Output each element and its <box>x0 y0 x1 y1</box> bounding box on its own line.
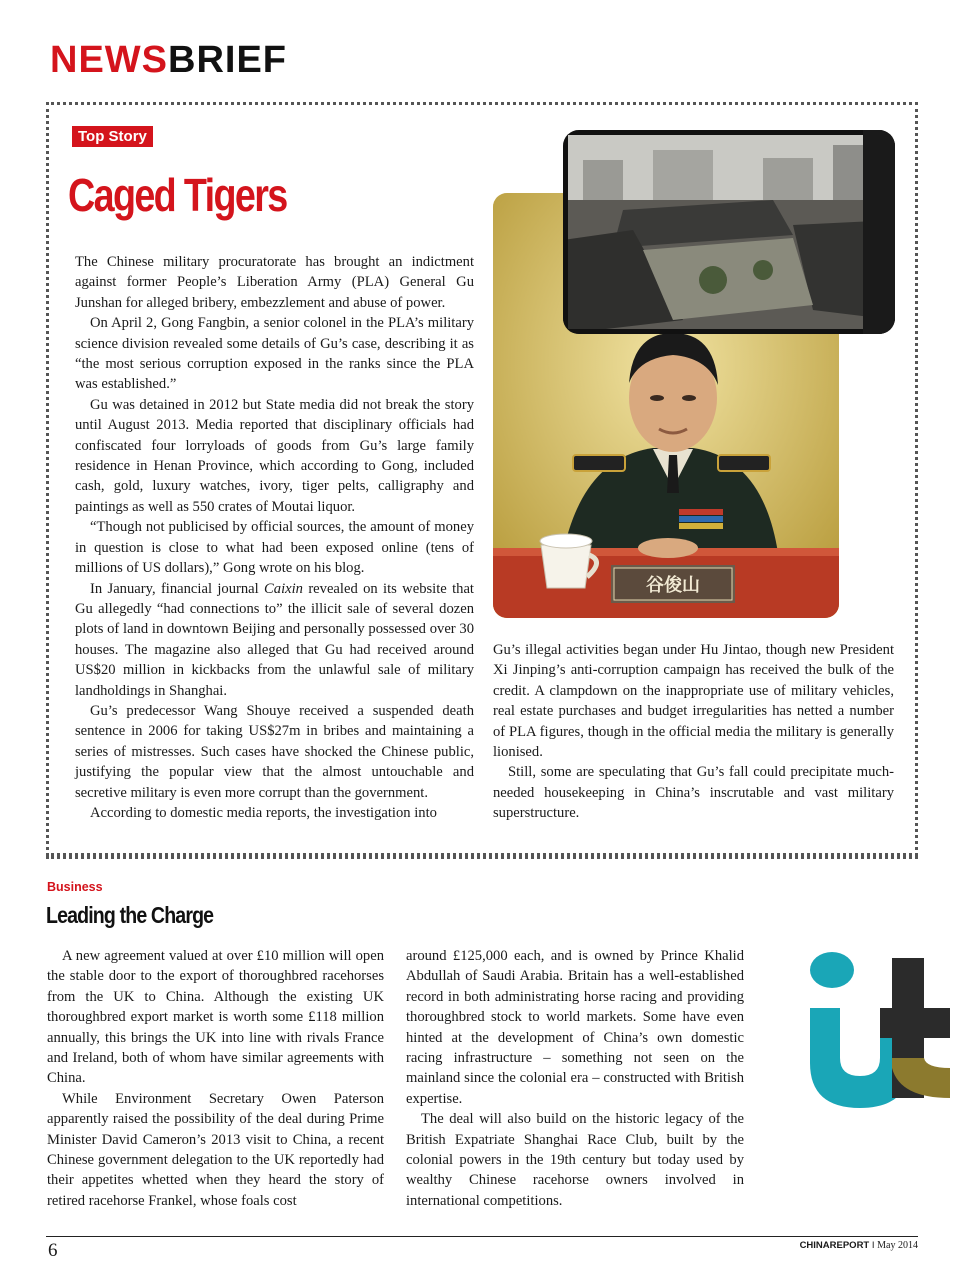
paragraph: While Environment Secretary Owen Paterson apparently raised the possibility of the deal during Prime Minister David Cameron’s 2013 visit to China, a recent Chinese government delegation to the UK reportedly had their appetites whetted when they heard the story of retired racehorse Frankel, whose foals cost <box>47 1090 384 1209</box>
footer-rule <box>46 1236 918 1237</box>
publication-title: CHINAREPORT <box>799 1240 870 1251</box>
courtyard-illustration <box>563 130 895 334</box>
footer-publication <box>800 1240 918 1251</box>
business-column-2 <box>406 946 744 1211</box>
paragraph: According to domestic media reports, the investigation into <box>90 804 437 821</box>
paragraph: On April 2, Gong Fangbin, a senior colonel in the PLA’s military science division revealed some details of Gu’s case, describing it as “the most serious corruption exposed in the ranks since the PLA was established.” <box>75 315 474 393</box>
courtyard-photo <box>563 130 895 334</box>
page-number: 6 <box>48 1240 58 1261</box>
paragraph: “Though not publicised by official sources, the amount of money in question is close to what had been exposed online (tens of millions of US dollars),” Gong wrote on his blog. <box>75 519 474 577</box>
paragraph: The Chinese military procuratorate has brought an indictment against former People’s Liberation Army (PLA) General Gu Junshan for alleged bribery, embezzlement and abuse of power. <box>75 254 474 311</box>
paragraph: Gu’s predecessor Wang Shouye received a suspended death sentence in 2006 for taking US$27m in bribes and maintaining a series of mistresses. Such cases have shocked the Chinese public, justifying the popular view that the almost untouchable and secretive military is even more corrupt than the government. <box>75 702 474 801</box>
ut-logo <box>800 948 950 1108</box>
masthead <box>50 40 287 80</box>
paragraph: around £125,000 each, and is owned by Prince Khalid Abdullah of Saudi Arabia. Britain has a well-established record in both administrating horse racing and providing thoroughbred stock to world markets. Some have even hinted at the development of China’s own domestic racing infrastructure – something not seen on the mainland since the colonial era – constructed with British expertise. <box>406 948 744 1107</box>
business-column-1 <box>47 946 384 1211</box>
paragraph <box>75 579 474 701</box>
top-story-column-2 <box>493 640 894 824</box>
nameplate-text: 谷俊山 <box>646 575 700 596</box>
masthead-news: NEWS <box>50 39 168 81</box>
top-story-column-1 <box>75 252 474 823</box>
footer-divider: I <box>871 1240 875 1251</box>
paragraph: A new agreement valued at over £10 million will open the stable door to the export of thoroughbred racehorses from the UK to China. Although the existing UK thoroughbred export market is worth some £118 million annually, this brings the UK into line with rivals France and Ireland, both of whom have similar agreements with China. <box>47 948 384 1087</box>
paragraph-text: revealed on its website that Gu allegedly “had connections to” the illicit sale of several dozen plots of land in downtown Beijing and personally possessed over 30 houses. The magazine also alleged that Gu had received around US$20 million in kickbacks from the unlawful sale of military landholdings in Shanghai. <box>75 580 474 699</box>
paragraph: Gu was detained in 2012 but State media did not break the story until August 2013. Media reported that disciplinary officials had confiscated four lorryloads of goods from Gu’s large family residence in Henan Province, which according to Gong, included cash, gold, luxury watches, ivory, tiger pelts, calligraphy and paintings as well as 550 crates of Moutai liquor. <box>75 396 474 515</box>
business-tag: Business <box>47 880 103 894</box>
masthead-brief: BRIEF <box>168 39 287 81</box>
publication-name: Caixin <box>264 580 303 597</box>
paragraph-text: In January, financial journal <box>90 580 265 597</box>
business-headline: Leading the Charge <box>46 902 214 928</box>
paragraph: Gu’s illegal activities began under Hu Jintao, though new President Xi Jinping’s anti-corruption campaign has received the bulk of the credit. A clampdown on the inappropriate use of military vehicles, real estate purchases and budget irregularities has netted a number of PLA figures, though in the official media the military is generally lionised. <box>493 642 894 761</box>
paragraph: Still, some are speculating that Gu’s fall could precipitate much-needed housekeeping in China’s inscrutable and vast military superstructure. <box>493 764 894 822</box>
top-story-headline: Caged Tigers <box>68 169 287 221</box>
issue-date: May 2014 <box>877 1240 918 1251</box>
paragraph: The deal will also build on the historic legacy of the British Expatriate Shanghai Race Club, built by the colonial powers in the 19th century but today used by wealthy Chinese racehorse owners involved in international competitions. <box>406 1111 744 1209</box>
top-story-tag: Top Story <box>72 126 153 147</box>
section-divider <box>46 856 918 859</box>
